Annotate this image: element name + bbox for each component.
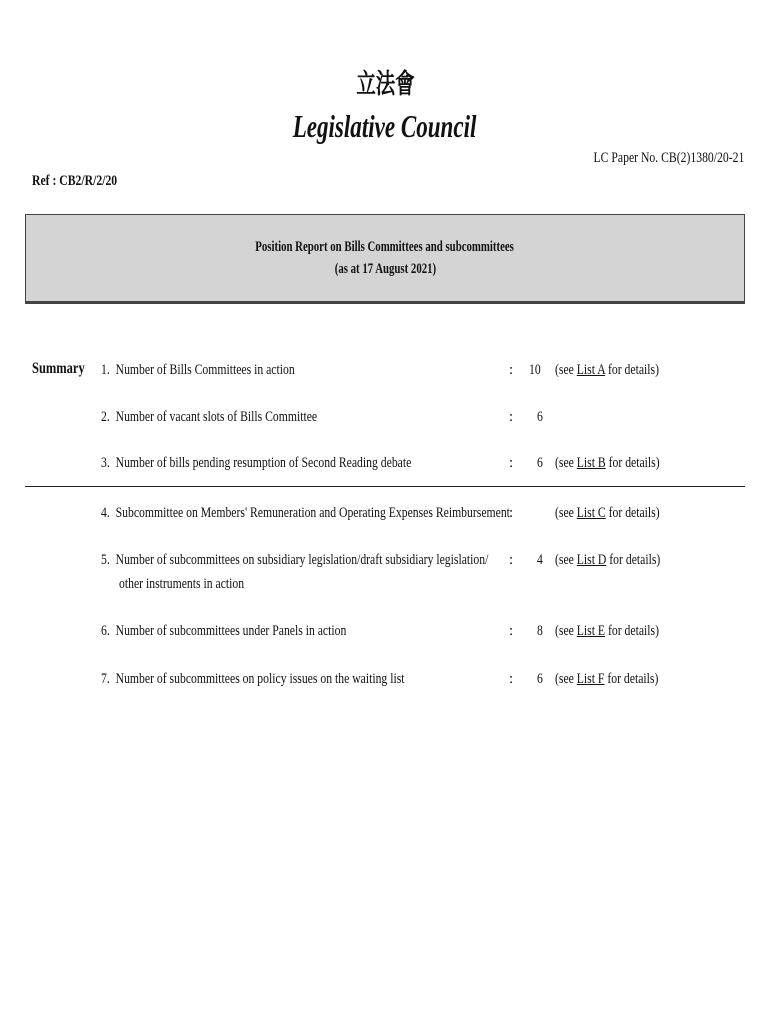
summary-item-1-text: 1. Number of Bills Committees in action	[101, 362, 295, 378]
summary-item-6-text: 6. Number of subcommittees under Panels in action	[101, 623, 347, 639]
summary-item-1-count: 10	[529, 362, 541, 378]
summary-item-3-colon: :	[509, 455, 514, 471]
summary-item-5-colon: :	[509, 552, 514, 568]
summary-label: Summary	[32, 360, 85, 377]
summary-item-2-text: 2. Number of vacant slots of Bills Committee	[101, 409, 318, 425]
report-date: (as at 17 August 2021)	[334, 261, 436, 277]
summary-item-6-details: (see List E for details)	[555, 623, 659, 639]
summary-item-1-details: (see List A for details)	[555, 362, 659, 378]
council-name: Legislative Council	[293, 108, 477, 144]
list-f-link[interactable]: List F	[576, 671, 605, 687]
summary-item-6-colon: :	[509, 623, 514, 639]
reference-number: Ref : CB2/R/2/20	[32, 173, 118, 189]
summary-item-6-count: 8	[536, 623, 543, 639]
list-e-link[interactable]: List E	[576, 623, 606, 639]
summary-item-5-text-cont: other instruments in action	[119, 576, 245, 592]
summary-item-7-details: (see List F for details)	[555, 671, 659, 687]
summary-item-7-colon: :	[509, 671, 514, 687]
list-b-link[interactable]: List B	[576, 455, 606, 471]
summary-item-3-count: 6	[536, 455, 543, 471]
summary-item-5-details: (see List D for details)	[555, 552, 661, 568]
summary-item-3-details: (see List B for details)	[555, 455, 660, 471]
summary-item-5-text: 5. Number of subcommittees on subsidiary legislation/draft subsidiary legislation/	[101, 552, 489, 568]
summary-item-7-text: 7. Number of subcommittees on policy issues on the waiting list	[101, 671, 405, 687]
section-divider	[25, 486, 745, 487]
summary-item-4-colon: :	[509, 505, 514, 521]
summary-item-3-text: 3. Number of bills pending resumption of Second Reading debate	[101, 455, 412, 471]
chinese-title: 立法會	[355, 69, 415, 100]
summary-item-1-colon: :	[509, 362, 514, 378]
summary-item-4-text: 4. Subcommittee on Members' Remuneration and Operating Expenses Reimbursement	[101, 505, 510, 521]
list-d-link[interactable]: List D	[576, 552, 607, 568]
report-title-box	[25, 214, 745, 304]
summary-item-4-details: (see List C for details)	[555, 505, 660, 521]
list-c-link[interactable]: List C	[576, 505, 606, 521]
summary-item-5-count: 4	[536, 552, 543, 568]
summary-item-7-count: 6	[536, 671, 543, 687]
summary-item-2-colon: :	[509, 409, 514, 425]
list-a-link[interactable]: List A	[576, 362, 606, 378]
report-title: Position Report on Bills Committees and subcommittees	[255, 239, 515, 255]
summary-item-2-count: 6	[536, 409, 543, 425]
paper-number: LC Paper No. CB(2)1380/20-21	[593, 150, 744, 166]
